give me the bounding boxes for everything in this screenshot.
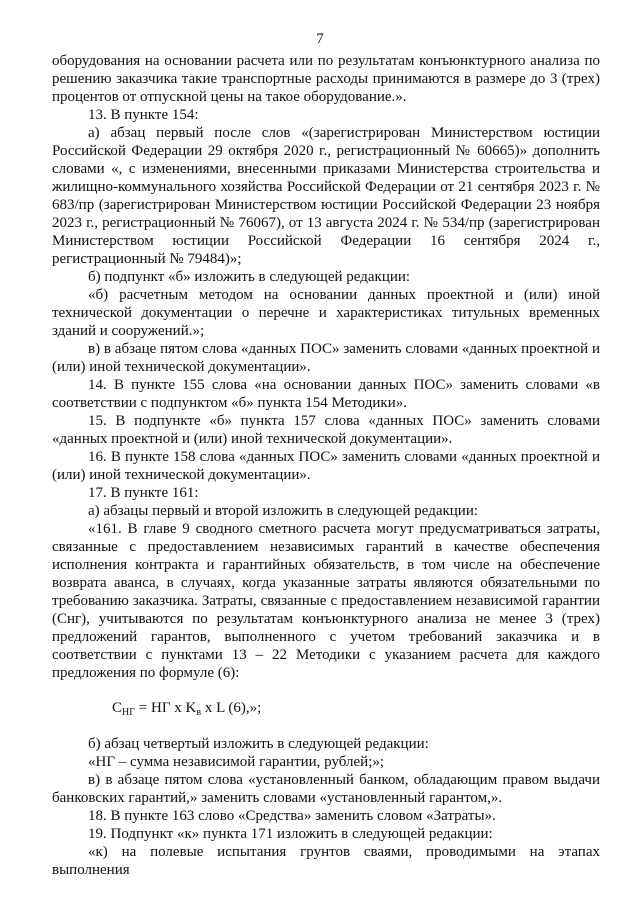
paragraph: «НГ – сумма независимой гарантии, рублей;»; [88, 754, 385, 770]
paragraph: а) абзац первый после слов «(зарегистрирован Министерством юстиции Российской Федерации 29 октября 2020 г., регистрационный № 60665)» дополнить словами «, с изменениями, внесенными приказами Министерства строительства и жилищно-коммунального хозяйства Российской Федерации от 21 сентября 2023 г. № 683/пр (зарегистрирован Министерством юстиции Российской Федерации 23 ноября 2023 г., регистрационный № 76067), от 13 августа 2024 г. № 534/пр (зарегистрирован Министерством юстиции Российской Федерации 16 сентября 2024 г., регистрационный № 79484)»; [52, 125, 600, 267]
paragraph: в) в абзаце пятом слова «установленный банком, обладающим правом выдачи банковских гарантий,» заменить словами «установленный гарантом,». [52, 772, 600, 806]
paragraph: 17. В пункте 161: [88, 485, 199, 501]
paragraph: оборудования на основании расчета или по результатам конъюнктурного анализа по решению заказчика такие транспортные расходы принимаются в размере до 3 (трех) процентов от отпускной цены на такое оборудование.». [52, 53, 600, 105]
formula-tail: x L (6),»; [201, 700, 262, 716]
formula [52, 699, 600, 717]
paragraph: «к) на полевые испытания грунтов сваями, проводимыми на этапах выполнения [52, 844, 600, 878]
paragraph: «161. В главе 9 сводного сметного расчета могут предусматриваться затраты, связанные с предоставлением независимых гарантий в качестве обеспечения исполнения контракта и гарантийных обязательств, в том числе на обеспечение возврата аванса, в случаях, когда указанные затраты являются обязательными по требованию заказчика. Затраты, связанные с предоставлением независимой гарантии (Cнг), учитываются по результатам конъюнктурного анализа не менее 3 (трех) предложений гарантов, выполненного с учетом требований заказчика и в соответствии с пунктами 13 – 22 Методики с указанием расчета для каждого предложения по формуле (6): [52, 521, 600, 681]
paragraph: а) абзацы первый и второй изложить в следующей редакции: [88, 503, 479, 519]
paragraph: 13. В пункте 154: [88, 107, 199, 123]
formula-k-subscript: в [196, 707, 202, 718]
page-number: 7 [316, 31, 324, 47]
paragraph: «б) расчетным методом на основании данных проектной и (или) иной технической документации о перечне и характеристиках титульных временных зданий и сооружений.»; [52, 287, 600, 339]
formula-body: = НГ x K [135, 700, 197, 716]
paragraph: б) подпункт «б» изложить в следующей редакции: [88, 269, 411, 285]
paragraph: 18. В пункте 163 слово «Средства» заменить словом «Затраты». [88, 808, 496, 824]
formula-c-subscript: НГ [122, 707, 136, 718]
paragraph: 15. В подпункте «б» пункта 157 слова «данных ПОС» заменить словами «данных проектной и (или) иной технической документации». [52, 413, 600, 447]
paragraph: б) абзац четвертый изложить в следующей редакции: [88, 736, 429, 752]
paragraph: 16. В пункте 158 слова «данных ПОС» заменить словами «данных проектной и (или) иной технической документации». [52, 449, 600, 483]
paragraph: 19. Подпункт «к» пункта 171 изложить в следующей редакции: [88, 826, 493, 842]
document-body [52, 52, 600, 879]
paragraph: 14. В пункте 155 слова «на основании данных ПОС» заменить словами «в соответствии с подпунктом «б» пункта 154 Методики». [52, 377, 600, 411]
formula-c: C [112, 700, 123, 716]
paragraph: в) в абзаце пятом слова «данных ПОС» заменить словами «данных проектной и (или) иной технической документации». [52, 341, 600, 375]
